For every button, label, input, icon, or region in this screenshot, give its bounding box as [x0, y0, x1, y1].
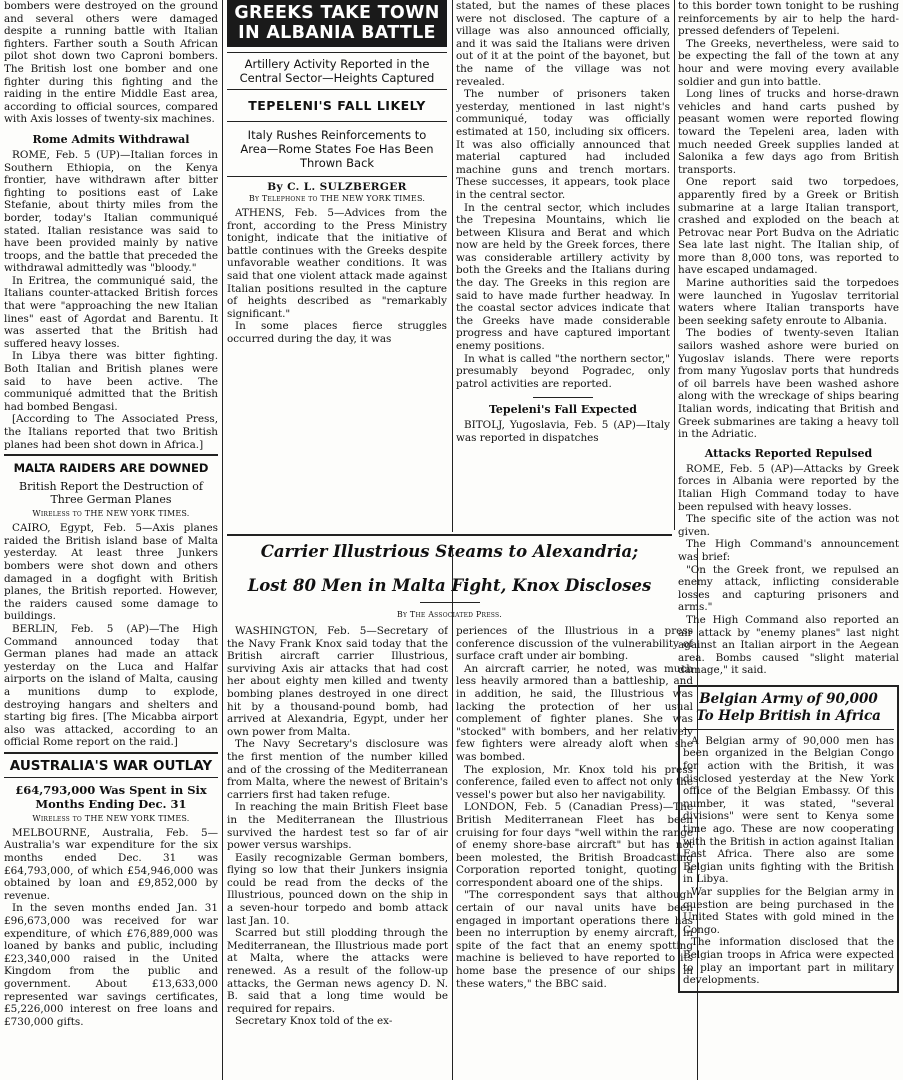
- section-rule: [4, 752, 218, 754]
- article-paragraph: The information disclosed that the Belgian troops in Africa were expected to play an important part in military developments.: [683, 936, 894, 987]
- article-paragraph: BITOLJ, Yugoslavia, Feb. 5 (AP)—Italy was reported in dispatches: [456, 419, 670, 444]
- headline-carrier-2: Lost 80 Men in Malta Fight, Knox Discloses: [247, 576, 652, 595]
- article-paragraph: Scarred but still plodding through the Mediterranean, the Illustrious made port at Malta, where the attacks were renewed. As a result of the follow-up attacks, the German news agency D. N. B. said that a long time would be required for repairs.: [227, 927, 448, 1015]
- article-paragraph: Easily recognizable German bombers, flying so low that their Junkers insignia could be read from the decks of the Illustrious, pounced down on the ship in a seven-hour torpedo and bomb attack last Jan. 10.: [227, 851, 448, 927]
- column-2: [227, 0, 447, 532]
- headline-malta: MALTA RAIDERS ARE DOWNED: [13, 461, 209, 476]
- headline-greeks: GREEKS TAKE TOWN IN ALBANIA BATTLE: [234, 3, 440, 43]
- section-rule: [420, 602, 480, 603]
- article-paragraph: bombers were destroyed on the ground and several others were damaged despite a running battle with Italian fighters. Farther south a South African pilot shot down two Caproni bombers. The British lost one bomber and one fighter during this fighting and the raiding in the entire Middle East area, according to official sources, compared with Axis losses of twenty-six machines.: [4, 0, 218, 126]
- article-paragraph: "On the Greek front, we repulsed an enemy attack, inflicting considerable losses and capturing prisoners and arms.": [678, 563, 899, 614]
- column-rule: [674, 0, 675, 530]
- article-paragraph: CAIRO, Egypt, Feb. 5—Axis planes raided the British island base of Malta yesterday. At least three Junkers bombers were shot down and others damaged in a dogfight with British planes, the British reported. However, the raiders caused some damage to buildings.: [4, 522, 218, 623]
- headline-belgian-2: To Help British in Africa: [696, 707, 881, 724]
- article-paragraph: MELBOURNE, Australia, Feb. 5—Australia's war expenditure for the six months ended Dec. 31 was £64,793,000, of which £54,946,000 was obtained by loan and £9,852,000 by revenue.: [4, 826, 218, 902]
- article-paragraph: The specific site of the action was not given.: [678, 513, 899, 538]
- deck-greeks-3: Italy Rushes Reinforcements to Area—Rome States Foe Has Been Thrown Back: [240, 128, 434, 170]
- deck-greeks-1: Artillery Activity Reported in the Central Sector—Heights Captured: [239, 57, 435, 85]
- deck-australia: £64,793,000 Was Spent in Six Months Ending Dec. 31: [15, 782, 207, 811]
- section-rule: [227, 52, 447, 53]
- article-paragraph: ATHENS, Feb. 5—Advices from the front, according to the Press Ministry tonight, indicate that the initiative of battle continues with the Greeks despite unfavorable weather conditions. It was said that one violent attack made against Italian positions resulted in the capture of heights described as "remarkably significant.": [227, 207, 447, 320]
- section-rule: [533, 397, 593, 398]
- column-rule: [452, 0, 453, 532]
- article-paragraph: In the central sector, which includes the Trepesina Mountains, which lie between Klisura and Berat and which now are held by the Greek forces, there was considerable artillery activity by both the Greeks and the Italians during the day. The Greeks in this region are said to have made further headway. In the coastal sector advices indicate that the Greeks have made considerable progress and have captured important enemy positions.: [456, 201, 670, 353]
- subhead-tepeleni: Tepeleni's Fall Expected: [489, 403, 637, 417]
- section-rule: [227, 534, 672, 536]
- article-paragraph: In the seven months ended Jan. 31 £96,673,000 was received for war expenditure, of which £76,889,000 was loaned by banks and public, including £23,340,000 raised in the United Kingdom from the public and government. About £13,633,000 represented war savings certificates, £5,226,000 interest on free loans and £730,000 gifts.: [4, 902, 218, 1028]
- section-rule: [227, 89, 447, 90]
- carrier-column-a: [227, 625, 448, 1080]
- section-rule: [4, 777, 218, 778]
- section-rule: [4, 454, 218, 456]
- headline-carrier-1: Carrier Illustrious Steams to Alexandria;: [260, 542, 639, 561]
- carrier-headline-block: [227, 534, 672, 574]
- byline: By C. L. SULZBERGER: [267, 181, 407, 193]
- headline-box: [227, 0, 447, 47]
- article-paragraph: The High Command also reported an air attack by "enemy planes" last night against an Italian airport in the Aegean area. Bombs caused "slight material damage," it said.: [678, 613, 899, 677]
- article-paragraph: ROME, Feb. 5 (UP)—Italian forces in Southern Ethiopia, on the Kenya frontier, have withdrawn after bitter fighting to positions east of Lake Stefanie, about thirty miles from the border, today's Italian communiqué stated. Italian resistance was said to have been provided mainly by native troops, and the battle that preceded the withdrawal admittedly was "bloody.": [4, 148, 218, 275]
- belgian-box: [678, 685, 899, 993]
- subhead-rome: Rome Admits Withdrawal: [32, 132, 190, 146]
- article-paragraph: In reaching the main British Fleet base in the Mediterranean the Illustrious survived the hardest test so far of air power versus warships.: [227, 801, 448, 852]
- headline-belgian-1: Belgian Army of 90,000: [699, 690, 878, 707]
- deck-malta: British Report the Destruction of Three German Planes: [19, 480, 203, 507]
- column-3: [456, 0, 670, 532]
- article-paragraph: A Belgian army of 90,000 men has been organized in the Belgian Congo for action with the British, it was disclosed yesterday at the New York office of the Belgian Embassy. Of this number, it was stated, "several divisions" were sent to Kenya some time ago. These are now cooperating with the British in action against Italian East Africa. There also are some Belgian units fighting with the British in Libya.: [683, 734, 894, 886]
- article-paragraph: An aircraft carrier, he noted, was much less heavily armored than a battleship, and in addition, he said, the Illustrious was lacking the protection of her usual complement of fighter planes. She was "stocked" with bombers, and her relatively few fighters were already aloft when she was bombed.: [456, 662, 693, 763]
- column-1: [4, 0, 218, 1080]
- article-paragraph: The explosion, Mr. Knox told his press conference, failed even to affect not only the vessel's power but also her navigability.: [456, 763, 693, 801]
- article-paragraph: periences of the Illustrious in a press conference discussion of the vulnerability of surface craft under air bombing.: [456, 625, 693, 663]
- article-paragraph: Marine authorities said the torpedoes were launched in Yugoslav territorial waters where Italian transports have been seeking safety enroute to Albania.: [678, 277, 899, 327]
- article-paragraph: WASHINGTON, Feb. 5—Secretary of the Navy Frank Knox said today that the British aircraft carrier Illustrious, surviving Axis air attacks that had cost her about eighty men killed and twenty bombing planes destroyed in one direct hit by a thousand-pound bomb, had arrived at Alexandria, Egypt, under her own power from Malta.: [227, 625, 448, 738]
- article-paragraph: Long lines of trucks and horse-drawn vehicles and hand carts pushed by peasant women were reported flowing toward the Tepeleni area, laden with much needed Greek supplies landed at Salonika a few days ago from British transports.: [678, 88, 899, 176]
- credit-line: By The Associated Press.: [396, 610, 503, 619]
- article-paragraph: In some places fierce struggles occurred during the day, it was: [227, 320, 447, 345]
- credit-line: Wireless to THE NEW YORK TIMES.: [32, 813, 190, 823]
- deck-greeks-2: TEPELENI'S FALL LIKELY: [248, 98, 426, 113]
- article-paragraph: In what is called "the northern sector," presumably beyond Pogradec, only patrol activities are reported.: [456, 352, 670, 390]
- section-rule: [683, 729, 894, 730]
- section-rule: [227, 176, 447, 177]
- article-paragraph: The Navy Secretary's disclosure was the first mention of the number killed and of the crossing of the Mediterranean from Malta, where the newest of Britain's carriers first had taken refuge.: [227, 738, 448, 801]
- column-rule: [452, 548, 453, 1080]
- article-paragraph: to this border town tonight to be rushing reinforcements by air to help the hard-pressed defenders of Tepeleni.: [678, 0, 899, 38]
- carrier-credit-block: [227, 608, 672, 624]
- article-paragraph: BERLIN, Feb. 5 (AP)—The High Command announced today that German planes had made an attack yesterday on the Luca and Halfar airports on the island of Malta, causing a munitions dump to explode, destroying hangars and shelters and starting big fires. [The Micabba airport also was attacked, according to an official Rome report on the raid.]: [4, 622, 218, 749]
- article-paragraph: In Libya there was bitter fighting. Both Italian and British planes were said to have been active. The communiqué admitted that the British had bombed Bengasi.: [4, 350, 218, 413]
- article-paragraph: Secretary Knox told of the ex-: [235, 1015, 393, 1028]
- article-paragraph: stated, but the names of these places were not disclosed. The capture of a village was also announced officially, and it was said the Italians were driven out of it at the point of the bayonet, but the name of the village was not revealed.: [456, 0, 670, 88]
- article-paragraph: The bodies of twenty-seven Italian sailors washed ashore were buried on Yugoslav islands. There were reports from many Yugoslav ports that hundreds of oil barrels have been washed ashore along with the wreckage of ships bearing Italian words, indicating that British and Greek submarines are taking a heavy toll in the Adriatic.: [678, 327, 899, 441]
- article-paragraph: The Greeks, nevertheless, were said to be expecting the fall of the town at any hour and were moving every available soldier and gun into battle.: [678, 37, 899, 88]
- subhead-attacks: Attacks Reported Repulsed: [704, 446, 873, 460]
- article-paragraph: LONDON, Feb. 5 (Canadian Press)—The British Mediterranean Fleet has been cruising for four days "well within the range of enemy shore-base aircraft" but has not been molested, the British Broadcasting Corporation reported tonight, quoting a correspondent aboard one of the ships.: [456, 801, 693, 889]
- credit-line: By Telephone to THE NEW YORK TIMES.: [248, 194, 426, 203]
- article-paragraph: In Eritrea, the communiqué said, the Italians counter-attacked British forces that were "approaching the new Italian lines" east of Agordat and Barentu. It was asserted that the British had suffered heavy losses.: [4, 274, 218, 350]
- section-rule: [227, 121, 447, 122]
- column-4: [678, 0, 899, 1080]
- carrier-column-b: [456, 625, 693, 1080]
- article-paragraph: One report said two torpedoes, apparently fired by a Greek or British submarine at a large Italian transport, crashed and exploded on the beach at Petrovac near Port Budva on the Adriatic Sea late last night. The Italian ship, of more than 8,000 tons, was reported to have escaped undamaged.: [678, 176, 899, 277]
- article-paragraph: "The correspondent says that although certain of our naval units have been engaged in important operations there has been no interruption by enemy aircraft, in spite of the fact that an enemy spotting machine is believed to have reported to its home base the presence of our ships in these waters," the BBC said.: [456, 889, 693, 990]
- article-paragraph: ROME, Feb. 5 (AP)—Attacks by Greek forces in Albania were reported by the Italian High Command today to have been repulsed with heavy losses.: [678, 462, 899, 513]
- article-paragraph: The number of prisoners taken yesterday, mentioned in last night's communiqué, today was officially estimated at 150, including six officers. It was also officially announced that material captured had included machine guns and trench mortars. These successes, it appears, took place in the central sector.: [456, 88, 670, 201]
- article-paragraph: War supplies for the Belgian army in question are being purchased in the United States with gold mined in the Congo.: [683, 886, 894, 936]
- column-rule: [222, 0, 223, 1080]
- credit-line: Wireless to THE NEW YORK TIMES.: [32, 509, 190, 519]
- article-paragraph: [According to The Associated Press, the Italians reported that two British planes had been shot down in Africa.]: [4, 413, 218, 451]
- article-paragraph: The High Command's announcement was brief:: [678, 538, 899, 563]
- headline-australia: AUSTRALIA'S WAR OUTLAY: [9, 757, 213, 774]
